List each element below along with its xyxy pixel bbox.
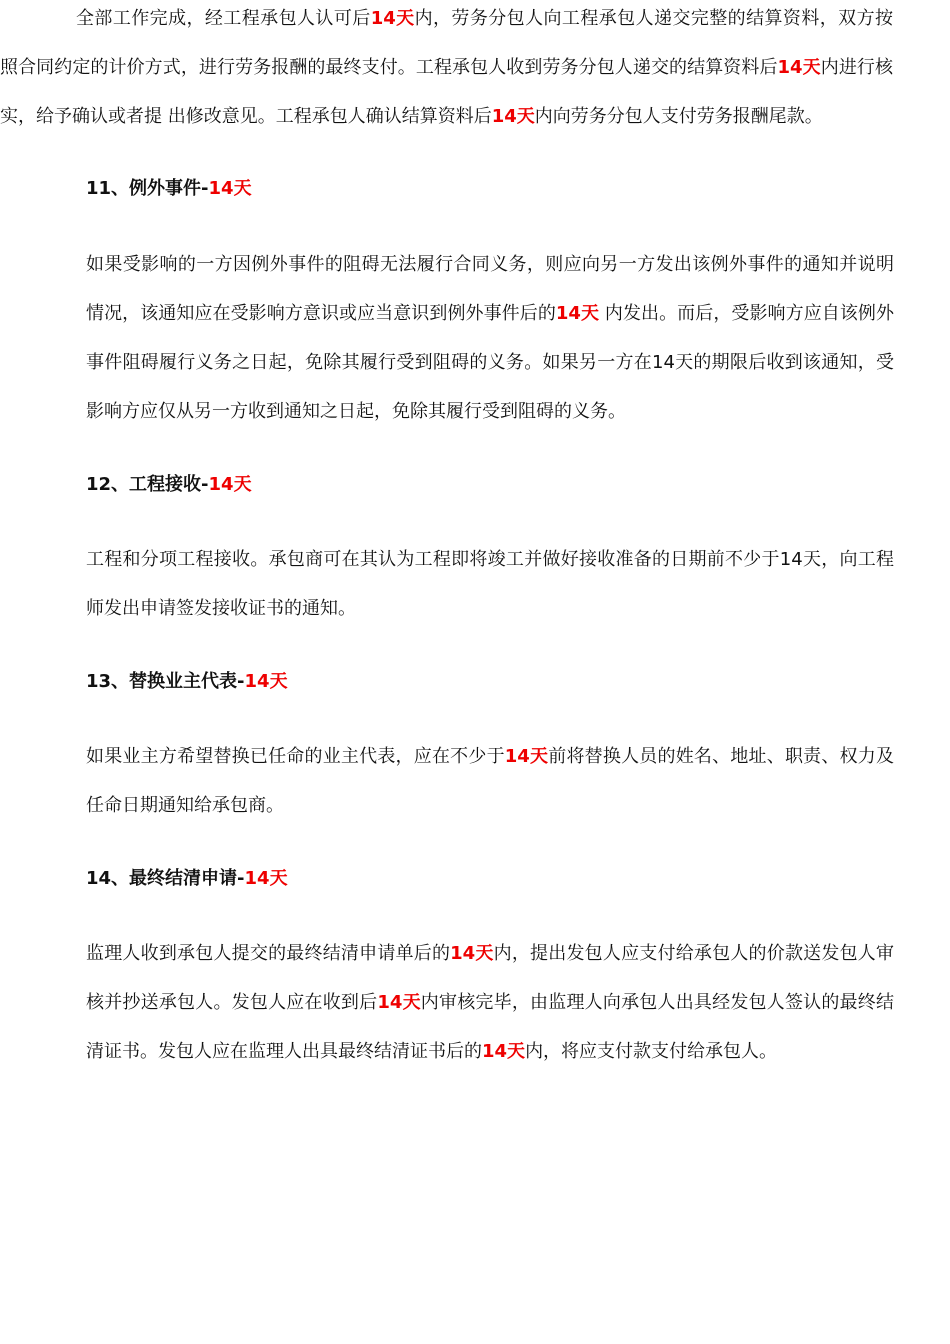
- section-14-text-4: 内，将应支付款支付给承包人。: [525, 1041, 778, 1062]
- section-14-text-3: 内审核完毕，由监理人向承包人出具经发包人签认的最终结清证书。发包人应在监理人出具最终结清证书后的: [86, 992, 894, 1062]
- section-11-heading: [86, 174, 252, 204]
- section-14-highlight-3: 14天: [482, 1041, 526, 1062]
- section-11-text-1: 如果受影响的一方因例外事件的阻碍无法履行合同义务，则应向另一方发出该例外事件的通知并说明情况，该通知应在受影响方意识或应当意识到例外事件后的: [86, 254, 894, 324]
- section-11-highlight-1: 14天: [555, 303, 600, 324]
- section-11-text-2: 内发出。而后，受影响方应自该例外事件阻碍履行义务之日起，免除其履行受到阻碍的义务。如果另一方在14天的期限后收到该通知，受影响方应仅从另一方收到通知之日起，免除其履行受到阻碍的义务。: [86, 303, 894, 422]
- intro-highlight-2: 14天: [777, 57, 821, 78]
- section-14-heading: [86, 864, 288, 894]
- section-14-highlight-2: 14天: [377, 992, 421, 1013]
- section-13-text-1: 如果业主方希望替换已任命的业主代表，应在不少于: [86, 746, 505, 767]
- section-12-heading: [86, 470, 252, 500]
- intro-highlight-1: 14天: [370, 8, 415, 29]
- section-14-body: [86, 929, 894, 1076]
- section-11-days: 14天: [208, 178, 252, 199]
- section-13-text-2: 前将替换人员的姓名、地址、职责、权力及任命日期通知给承包商。: [86, 746, 894, 816]
- section-11-title: 11、例外事件-: [86, 178, 209, 199]
- section-12-title: 12、工程接收-: [86, 474, 209, 495]
- intro-text-1: 全部工作完成，经工程承包人认可后: [76, 8, 371, 29]
- section-12-body: [86, 535, 894, 633]
- section-13-body: [86, 732, 894, 830]
- section-14-highlight-1: 14天: [450, 943, 494, 964]
- intro-paragraph: [0, 0, 893, 141]
- intro-text-2: 内，劳务分包人向工程承包人递交完整的结算资料，双方按照合同约定的计价方式，进行劳务报酬的最终支付。工程承包人收到劳务分包人递交的结算资料后: [0, 8, 894, 78]
- section-13-title: 13、替换业主代表-: [86, 671, 245, 692]
- section-12-days: 14天: [208, 474, 252, 495]
- section-14-text-2: 内，提出发包人应支付给承包人的价款送发包人审核并抄送承包人。发包人应在收到后: [86, 943, 894, 1013]
- section-13-days: 14天: [244, 671, 288, 692]
- intro-highlight-3: 14天: [491, 106, 535, 127]
- intro-text-4: 内向劳务分包人支付劳务报酬尾款。: [534, 106, 823, 127]
- section-13-highlight-1: 14天: [504, 746, 549, 767]
- intro-text-3: 内进行核实，给予确认或者提 出修改意见。工程承包人确认结算资料后: [0, 57, 893, 127]
- section-11-body: [86, 240, 894, 436]
- section-14-text-1: 监理人收到承包人提交的最终结清申请单后的: [86, 943, 451, 964]
- section-14-days: 14天: [244, 868, 288, 889]
- section-12-text-1: 工程和分项工程接收。承包商可在其认为工程即将竣工并做好接收准备的日期前不少于14天，向工程师发出申请签发接收证书的通知。: [86, 549, 894, 619]
- section-14-title: 14、最终结清申请-: [86, 868, 245, 889]
- section-13-heading: [86, 667, 288, 697]
